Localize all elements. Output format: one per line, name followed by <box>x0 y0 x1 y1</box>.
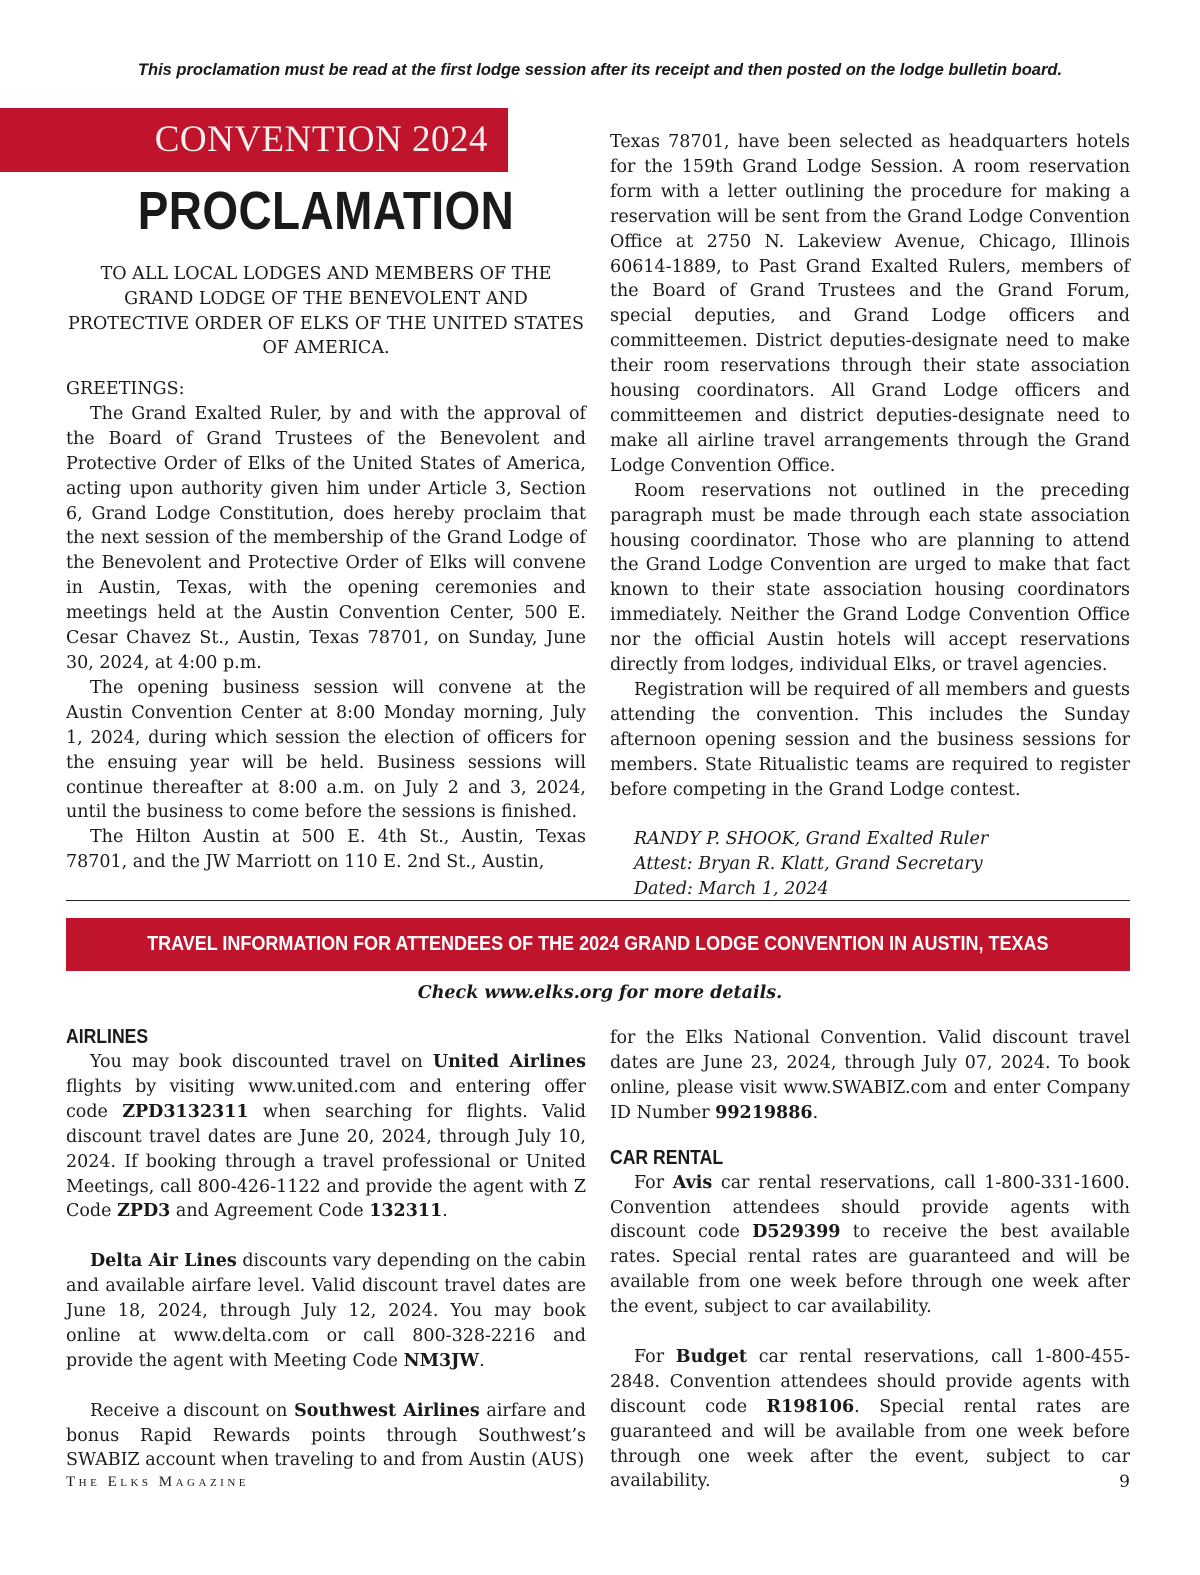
proclamation-left-column <box>66 377 586 875</box>
divider <box>66 900 1130 901</box>
travel-right-column <box>610 1026 1130 1494</box>
united-paragraph: You may book discounted travel on United Airlines flights by visiting www.united.com and entering offer code ZPD3132311 when searching for flights. Valid discount travel dates are June 20, 2024, through July 10, 2024. If booking through a travel professional or United Meetings, call 800-426-1122 and provide the agent with Z Code ZPD3 and Agreement Code 132311. <box>66 1052 586 1222</box>
budget-paragraph: For Budget car rental reservations, call 1-800-455-2848. Convention attendees should provide agents with discount code R198106. Special rental rates are guaranteed and will be available from one week before through one week after the event, subject to car availability. <box>610 1346 1130 1492</box>
southwest-continued: for the Elks National Convention. Valid discount travel dates are June 23, 2024, through July 07, 2024. To book online, please visit www.SWABIZ.com and enter Company ID Number 99219886. <box>610 1028 1130 1123</box>
delta-paragraph: Delta Air Lines discounts vary depending on the cabin and available airfare level. Valid discount travel dates are June 18, 2024, through July 12, 2024. You may book online at www.delta.com or call 800-328-2216 and provide the agent with Meeting Code NM3JW. <box>66 1251 586 1371</box>
signature-attest: Attest: Bryan R. Klatt, Grand Secretary <box>634 854 983 875</box>
southwest-paragraph: Receive a discount on Southwest Airlines airfare and bonus Rapid Rewards points through Southwest’s SWABIZ account when traveling to and from Austin (AUS) <box>66 1400 586 1471</box>
magazine-name: The Elks Magazine <box>66 1474 249 1490</box>
avis-paragraph: For Avis car rental reservations, call 1-800-331-1600. Convention attendees should provide agents with discount code D529399 to receive the best available rates. Special rental rates are guaranteed and will be available from one week before through one week after the event, subject to car availability. <box>610 1172 1130 1318</box>
paragraph: Texas 78701, have been selected as headquarters hotels for the 159th Grand Lodge Session. A room reservation form with a letter outlining the procedure for making a reservation will be sent from the Grand Lodge Convention Office at 2750 N. Lakeview Avenue, Chicago, Illinois 60614-1889, to Past Grand Exalted Rulers, members of the Board of Grand Trustees and the Grand Forum, special deputies, and Grand Lodge officers and committeemen. District deputies-designate need to make their room reservations through their state association housing coordinators. All Grand Lodge officers and committeemen and district deputies-designate need to make all airline travel arrangements through the Grand Lodge Convention Office. <box>610 132 1130 476</box>
proclamation-right-column <box>610 130 1130 902</box>
travel-left-column <box>66 1025 586 1473</box>
car-rental-heading: CAR RENTAL <box>610 1146 724 1169</box>
page-number: 9 <box>1119 1472 1130 1492</box>
travel-banner-text: TRAVEL INFORMATION FOR ATTENDEES OF THE 2024 GRAND LODGE CONVENTION IN AUSTIN, TEXAS <box>147 933 1049 955</box>
airlines-heading: AIRLINES <box>66 1026 149 1048</box>
page-title: PROCLAMATION <box>137 181 515 241</box>
signature-ruler: RANDY P. SHOOK, Grand Exalted Ruler <box>634 829 989 850</box>
addressee: TO ALL LOCAL LODGES AND MEMBERS OF THE GRAND LODGE OF THE BENEVOLENT AND PROTECTIVE ORDER OF ELKS OF THE UNITED STATES OF AMERICA. <box>68 264 584 359</box>
details-note: Check www.elks.org for more details. <box>417 983 783 1003</box>
paragraph: The opening business session will convene at the Austin Convention Center at 8:00 Monday morning, July 1, 2024, during which session the election of officers for the ensuing year will be held. Business sessions will continue thereafter at 8:00 a.m. on July 2 and 3, 2024, until the business to come before the sessions is finished. <box>66 677 586 823</box>
paragraph: The Grand Exalted Ruler, by and with the approval of the Board of Grand Trustees of the Benevolent and Protective Order of Elks of the United States of America, acting upon authority given him under Article 3, Section 6, Grand Lodge Constitution, does hereby proclaim that the next session of the membership of the Grand Lodge of the Benevolent and Protective Order of Elks will convene in Austin, Texas, with the opening ceremonies and meetings held at the Austin Convention Center, 500 E. Cesar Chavez St., Austin, Texas 78701, on Sunday, June 30, 2024, at 4:00 p.m. <box>66 403 586 673</box>
travel-banner <box>66 918 1130 971</box>
signature-dated: Dated: March 1, 2024 <box>634 879 829 900</box>
paragraph: Room reservations not outlined in the preceding paragraph must be made through each state association housing coordinator. Those who are planning to attend the Grand Lodge Convention are urged to make that fact known to their state association housing coordinators immediately. Neither the Grand Lodge Convention Office nor the official Austin hotels will accept reservations directly from lodges, individual Elks, or travel agencies. <box>610 480 1130 676</box>
greetings: GREETINGS: <box>66 379 185 399</box>
paragraph: The Hilton Austin at 500 E. 4th St., Austin, Texas 78701, and the JW Marriott on 110 E. 2nd St., Austin, <box>66 827 586 873</box>
convention-banner: CONVENTION 2024 <box>0 108 508 172</box>
paragraph: Registration will be required of all members and guests attending the convention. This includes the Sunday afternoon opening session and the business sessions for members. State Ritualistic teams are required to register before competing in the Grand Lodge contest. <box>610 679 1130 800</box>
posting-notice: This proclamation must be read at the first lodge session after its receipt and then posted on the lodge bulletin board. <box>137 61 1063 79</box>
